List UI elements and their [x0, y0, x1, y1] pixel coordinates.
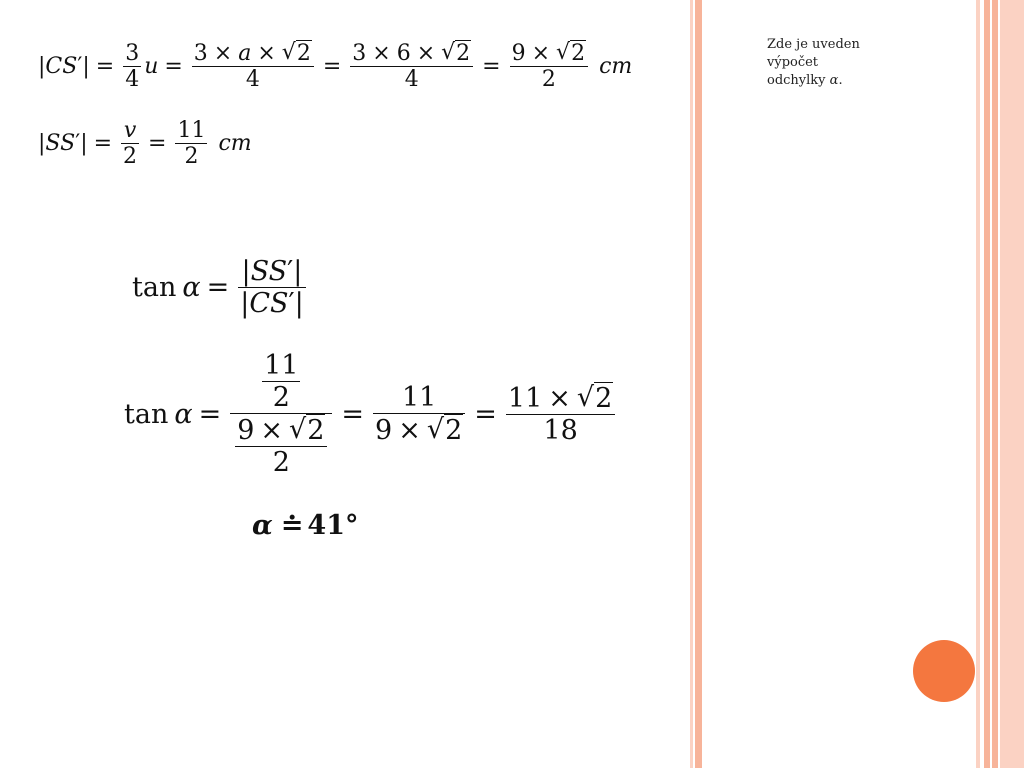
unit-cm: cm	[218, 131, 252, 156]
var-alpha: α	[174, 398, 193, 430]
numeral: 3	[352, 40, 367, 66]
equation-cs-length	[38, 40, 632, 92]
equals-sign: =	[474, 398, 497, 430]
var-alpha: α	[182, 272, 201, 303]
denominator	[238, 288, 306, 319]
result-alpha	[252, 510, 358, 541]
denominator: 2	[272, 447, 290, 478]
equals-sign: =	[164, 53, 183, 79]
numerator	[257, 350, 305, 413]
numeral: 9	[237, 414, 255, 446]
abs-bar-left: |	[38, 131, 46, 156]
denominator: 4	[404, 67, 419, 92]
abs-bar-right: |	[294, 288, 304, 319]
times-sign: ×	[548, 382, 571, 414]
radical-sign: √	[441, 40, 456, 65]
tan-function: tan	[132, 272, 177, 303]
equals-sign: =	[341, 398, 365, 430]
times-sign: ×	[257, 40, 276, 66]
square-root	[441, 40, 471, 66]
result-value: 41	[307, 510, 345, 541]
fraction-11-over-9-sqrt2	[373, 382, 465, 446]
abs-bar-left: |	[241, 256, 251, 287]
equals-sign: =	[206, 272, 230, 303]
square-root	[556, 40, 586, 66]
times-sign: ×	[260, 414, 284, 446]
border-stripe-4	[984, 0, 990, 768]
fraction-11-over-2	[262, 350, 300, 413]
abs-bar-left: |	[38, 53, 46, 79]
denominator: 2	[272, 382, 290, 413]
var-ss: SS	[250, 256, 288, 287]
abs-bar-right: |	[82, 53, 90, 79]
times-sign: ×	[416, 40, 436, 66]
numeral: 6	[396, 40, 411, 66]
fraction-11-sqrt2-over-18	[506, 382, 615, 446]
var-ss: SS	[45, 131, 76, 156]
var-u: u	[144, 53, 159, 79]
prime-mark: ′	[287, 256, 294, 287]
fraction-v-over-2	[121, 118, 139, 169]
times-sign: ×	[531, 40, 551, 66]
equals-sign: =	[482, 53, 501, 79]
fraction-9-sqrt2-over-2	[510, 40, 588, 92]
fraction-3-a-sqrt2-over-4	[192, 40, 314, 92]
var-alpha: α	[252, 510, 273, 541]
numerator	[350, 40, 473, 66]
note-line: odchylky α.	[767, 73, 843, 88]
denominator	[373, 414, 465, 446]
times-sign: ×	[372, 40, 391, 66]
numerator: 11	[264, 350, 299, 381]
radicand: 2	[571, 41, 586, 66]
radical-sign: √	[289, 414, 307, 445]
abs-bar-right: |	[293, 256, 303, 287]
var-alpha: α	[829, 73, 839, 88]
numerator: v	[123, 118, 137, 143]
numerator	[510, 40, 588, 66]
fraction-11-over-2	[175, 118, 207, 169]
fraction-3-6-sqrt2-over-4	[350, 40, 473, 92]
decorative-circle	[913, 640, 975, 702]
denominator: 2	[541, 67, 556, 92]
numerator	[240, 256, 305, 287]
note-text: odchylky	[767, 73, 826, 88]
equation-tan-evaluation	[124, 350, 618, 478]
equals-sign: =	[93, 131, 113, 156]
note-line: výpočet	[767, 55, 819, 70]
degree-sign: °	[344, 510, 359, 541]
fraction-three-quarters	[123, 41, 141, 92]
radicand: 2	[445, 415, 463, 446]
radical-sign: √	[426, 414, 445, 445]
radical-sign: √	[556, 40, 571, 65]
square-root	[427, 414, 463, 446]
prime-mark: ′	[288, 288, 295, 319]
prime-mark: ′	[77, 53, 83, 79]
numerator	[192, 40, 314, 66]
border-stripe-1	[690, 0, 693, 768]
unit-cm: cm	[599, 53, 633, 79]
border-stripe-5	[992, 0, 998, 768]
times-sign: ×	[398, 414, 421, 446]
var-cs: CS	[249, 288, 289, 319]
equals-sign: =	[198, 398, 222, 430]
note-line: Zde je uveden	[767, 37, 860, 52]
numerator: 11	[401, 382, 437, 413]
equation-ss-length	[38, 118, 252, 169]
numeral: 11	[507, 382, 543, 414]
denominator	[230, 414, 332, 478]
denominator: 4	[245, 67, 260, 92]
equals-sign: =	[95, 53, 115, 79]
numerator: 3	[125, 40, 140, 66]
numerator	[235, 414, 327, 446]
square-root	[577, 382, 613, 414]
prime-mark: ′	[75, 131, 81, 156]
square-root	[289, 414, 325, 446]
radicand: 2	[307, 415, 325, 446]
compound-fraction	[230, 350, 332, 478]
abs-bar-right: |	[80, 131, 88, 156]
side-note	[767, 36, 907, 90]
numeral: 3	[193, 40, 208, 66]
denominator: 18	[543, 415, 578, 446]
radicand: 2	[456, 41, 471, 66]
square-root	[282, 40, 312, 66]
numeral: 9	[511, 40, 526, 66]
times-sign: ×	[213, 40, 233, 66]
approx-equals-sign: ≐	[280, 510, 304, 541]
equation-tan-definition	[132, 256, 309, 319]
denominator: 2	[123, 144, 138, 169]
radical-sign: √	[576, 382, 595, 413]
numerator	[506, 382, 615, 414]
tan-function: tan	[124, 398, 169, 430]
numerator: 11	[177, 118, 206, 143]
fraction-ss-over-cs	[238, 256, 306, 319]
radical-sign: √	[281, 40, 296, 65]
border-stripe-6	[1000, 0, 1024, 768]
denominator: 4	[125, 66, 140, 92]
numeral: 9	[375, 414, 393, 446]
abs-bar-left: |	[240, 288, 250, 319]
radicand: 2	[595, 383, 613, 414]
denominator: 2	[184, 144, 199, 169]
radicand: 2	[296, 41, 311, 66]
var-cs: CS	[45, 53, 78, 79]
equals-sign: =	[322, 53, 342, 79]
fraction-9-sqrt2-over-2	[235, 414, 327, 478]
border-stripe-3	[976, 0, 980, 768]
border-stripe-2	[695, 0, 702, 768]
var-a: a	[238, 40, 252, 66]
equals-sign: =	[148, 131, 167, 156]
